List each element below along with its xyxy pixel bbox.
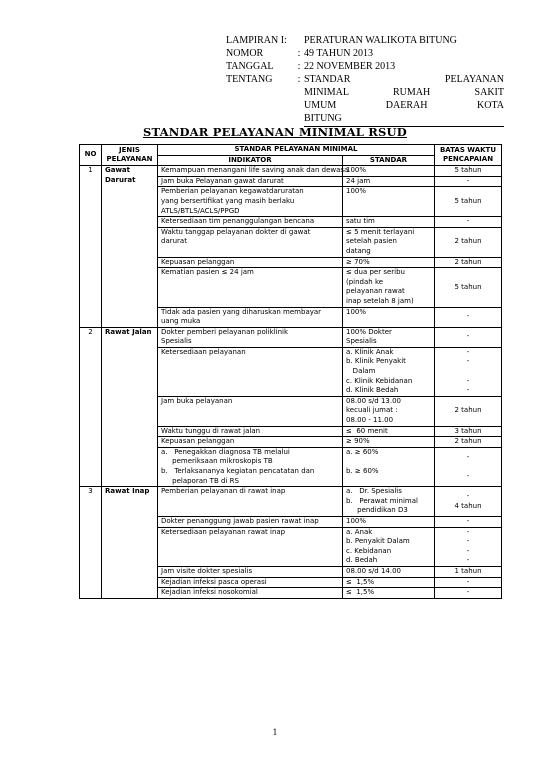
target-cell: - 4 tahun — [435, 487, 502, 517]
indicator-cell — [158, 227, 343, 257]
target-cell: 5 tahun — [435, 268, 502, 307]
tentang-line: UMUM DAERAH KOTA — [304, 100, 504, 111]
indicator-cell — [158, 217, 343, 228]
indicator-cell-line: Ketersediaan pelayanan rawat inap — [161, 527, 286, 536]
page-number: 1 — [272, 728, 278, 737]
standard-cell — [343, 577, 435, 588]
standard-cell — [343, 327, 435, 347]
standard-cell-line: a. ≥ 60% — [346, 447, 379, 456]
standard-cell-line: 100% — [346, 187, 367, 196]
header-tentang-row: TENTANG : STANDAR PELAYANAN MINIMAL RUMAH SAKIT UMUM DAERAH KOTA BITUNG — [226, 74, 504, 124]
target-cell: - - — [435, 447, 502, 486]
row-number: 1 — [80, 166, 102, 328]
standard-cell-line: ≤ 5 menit terlayani — [346, 227, 415, 236]
standard-cell — [343, 527, 435, 566]
tentang-label: TENTANG — [226, 74, 273, 85]
target-cell: - — [435, 217, 502, 228]
target-cell: - — [435, 577, 502, 588]
standard-cell — [343, 516, 435, 527]
standard-cell — [343, 447, 435, 486]
nomor-value: 49 TAHUN 2013 — [304, 48, 374, 59]
standard-cell — [343, 307, 435, 327]
indicator-cell-line: Ketersediaan tim penanggulangan bencana — [161, 217, 315, 226]
col-no-header: NO — [80, 145, 102, 166]
target-cell: 3 tahun — [435, 426, 502, 437]
indicator-cell-line: Kemampuan menangani life saving anak dan dewasa — [161, 166, 349, 175]
indicator-cell-line: yang bersertifikat yang masih berlaku — [161, 196, 295, 205]
standard-cell-line: b. Klinik Penyakit — [346, 357, 406, 366]
target-cell: 2 tahun — [435, 257, 502, 268]
indicator-cell-line: Kejadian infeksi pasca operasi — [161, 577, 267, 586]
standard-cell-line: satu tim — [346, 217, 375, 226]
target-cell: 5 tahun — [435, 166, 502, 177]
indicator-cell-line: Dokter pemberi pelayanan poliklinik — [161, 327, 289, 336]
standard-cell-line: ≤ dua per seribu — [346, 268, 405, 277]
indicator-cell — [158, 588, 343, 599]
standard-cell — [343, 588, 435, 599]
tentang-line: MINIMAL RUMAH SAKIT — [304, 87, 504, 98]
col-jenis-header: JENIS PELAYANAN — [102, 145, 158, 166]
standard-cell-line: inap setelah 8 jam) — [346, 296, 414, 305]
indicator-cell — [158, 527, 343, 566]
col-batas-header: BATAS WAKTU PENCAPAIAN — [435, 145, 502, 166]
standard-cell — [343, 268, 435, 307]
tentang-line: BITUNG — [304, 113, 342, 124]
indicator-cell-line: ATLS/BTLS/ACLS/PPGD — [161, 206, 240, 215]
standard-cell — [343, 487, 435, 517]
standard-cell-line: 100% — [346, 516, 367, 525]
indicator-cell — [158, 166, 349, 177]
indicator-cell-line: pemeriksaan mikroskopis TB — [161, 457, 273, 466]
target-cell: 2 tahun — [435, 437, 502, 448]
standard-cell — [343, 166, 435, 177]
document-header — [226, 34, 504, 127]
indicator-cell-line: a. Penegakkan diagnosa TB melalui — [161, 447, 290, 456]
indicator-cell — [158, 187, 343, 217]
standard-cell-line: (pindah ke — [346, 277, 384, 286]
standard-cell-line: 100% Dokter — [346, 327, 392, 336]
standard-cell — [343, 396, 435, 426]
standard-cell-line: ≥ 90% — [346, 437, 370, 446]
standard-cell-line — [346, 457, 431, 467]
service-type: Rawat Inap — [102, 487, 158, 599]
col-spm-header: STANDAR PELAYANAN MINIMAL — [158, 145, 435, 156]
indicator-cell-line: pelaporan TB di RS — [161, 476, 239, 485]
indicator-cell-line: Dokter penanggung jawab pasien rawat inap — [161, 516, 319, 525]
lampiran-label: LAMPIRAN I: — [226, 35, 287, 46]
standard-cell — [343, 437, 435, 448]
target-cell: 1 tahun — [435, 566, 502, 577]
indicator-cell — [158, 257, 343, 268]
indicator-cell — [158, 447, 343, 486]
standard-cell — [343, 217, 435, 228]
tanggal-value: 22 NOVEMBER 2013 — [304, 61, 396, 72]
indicator-cell — [158, 327, 343, 347]
standard-cell-line: Spesialis — [346, 337, 377, 346]
target-cell: - — [435, 588, 502, 599]
indicator-cell — [158, 426, 343, 437]
lampiran-value: PERATURAN WALIKOTA BITUNG — [304, 35, 457, 46]
indicator-cell — [158, 487, 343, 517]
indicator-cell-line: Pemberian pelayanan kegawatdaruratan — [161, 187, 304, 196]
standard-cell-line: a. Klinik Anak — [346, 347, 394, 356]
standard-cell-line: pendidikan D3 — [346, 506, 408, 515]
row-number: 2 — [80, 327, 102, 487]
standard-cell-line: 08.00 - 11.00 — [346, 416, 394, 425]
target-cell: - — [435, 327, 502, 347]
standard-cell-line: 100% — [346, 307, 367, 316]
indicator-cell — [158, 268, 343, 307]
spm-table — [79, 144, 502, 599]
standard-cell-line: 24 jam — [346, 176, 371, 185]
table-row — [80, 166, 502, 177]
standard-cell-line: ≥ 70% — [346, 257, 370, 266]
standard-cell-line — [346, 477, 431, 487]
indicator-cell — [158, 516, 343, 527]
indicator-cell-line: Waktu tunggu di rawat jalan — [161, 426, 261, 435]
indicator-cell-line: Pemberian pelayanan di rawat inap — [161, 487, 286, 496]
standard-cell-line: ≤ 1,5% — [346, 577, 375, 586]
standard-cell-line: b. Perawat minimal — [346, 496, 418, 505]
standard-cell-line: Dalam — [346, 367, 376, 376]
standard-cell-line: 08.00 s/d 14.00 — [346, 566, 401, 575]
standard-cell-line: 08.00 s/d 13.00 — [346, 396, 401, 405]
standard-cell-line: a. Anak — [346, 527, 373, 536]
target-cell: 5 tahun — [435, 187, 502, 217]
header-tanggal-row: TANGGAL : 22 NOVEMBER 2013 — [226, 60, 504, 73]
tentang-line: STANDAR PELAYANAN — [304, 74, 504, 85]
standard-cell-line: b. ≥ 60% — [346, 467, 379, 475]
standard-cell — [343, 566, 435, 577]
tanggal-label: TANGGAL — [226, 61, 274, 72]
document-title: STANDAR PELAYANAN MINIMAL RSUD — [143, 125, 407, 139]
standard-cell — [343, 257, 435, 268]
indicator-cell — [158, 347, 343, 396]
indicator-cell — [158, 307, 343, 327]
indicator-cell-line: Kepuasan pelanggan — [161, 257, 235, 266]
table-row — [80, 487, 502, 517]
row-number: 3 — [80, 487, 102, 599]
target-cell: 2 tahun — [435, 227, 502, 257]
service-type: Gawat Darurat — [102, 166, 158, 328]
target-cell: - — [435, 176, 502, 187]
standard-cell-line: datang — [346, 246, 371, 255]
table-row — [80, 327, 502, 347]
indicator-cell-line: Kejadian infeksi nosokomial — [161, 588, 258, 597]
indicator-cell-line: Tidak ada pasien yang diharuskan membayar — [161, 307, 322, 316]
indicator-cell-line: Ketersediaan pelayanan — [161, 347, 246, 356]
indicator-cell — [158, 176, 343, 187]
indicator-cell-line: Jam buka Pelayanan gawat darurat — [161, 176, 284, 185]
indicator-cell-line: darurat — [161, 237, 187, 246]
standard-cell-line: setelah pasien — [346, 237, 397, 246]
standard-cell — [343, 347, 435, 396]
standard-cell-line: ≤ 60 menit — [346, 426, 388, 435]
service-type: Rawat Jalan — [102, 327, 158, 487]
standard-cell-line: ≤ 1,5% — [346, 588, 375, 597]
indicator-cell-line: b. Terlaksananya kegiatan pencatatan dan — [161, 467, 315, 475]
indicator-cell-line: Jam visite dokter spesialis — [161, 566, 253, 575]
standard-cell-line: c. Kebidanan — [346, 546, 392, 555]
standard-cell-line: d. Bedah — [346, 556, 378, 565]
standard-cell — [343, 187, 435, 217]
standard-cell-line: pelayanan rawat — [346, 287, 405, 296]
target-cell: - — [435, 307, 502, 327]
standard-cell-line: d. Klinik Bedah — [346, 386, 399, 395]
target-cell: - - - - — [435, 347, 502, 396]
standard-cell — [343, 426, 435, 437]
standard-cell-line: 100% — [346, 166, 367, 175]
standard-cell-line: c. Klinik Kebidanan — [346, 376, 413, 385]
nomor-label: NOMOR — [226, 48, 264, 59]
indicator-cell-line: Spesialis — [161, 337, 192, 346]
indicator-cell — [158, 437, 343, 448]
table-header-row — [80, 145, 502, 156]
col-indikator-header: INDIKATOR — [158, 155, 343, 166]
indicator-cell-line: Kematian pasien ≤ 24 jam — [161, 268, 254, 277]
standard-cell — [343, 227, 435, 257]
indicator-cell-line: Waktu tanggap pelayanan dokter di gawat — [161, 227, 311, 236]
standard-cell — [343, 176, 435, 187]
standard-cell-line: b. Penyakit Dalam — [346, 537, 410, 546]
standard-cell-line: a. Dr. Spesialis — [346, 487, 402, 496]
indicator-cell — [158, 566, 343, 577]
target-cell: - - - - — [435, 527, 502, 566]
target-cell: 2 tahun — [435, 396, 502, 426]
header-lampiran-row — [226, 34, 504, 47]
indicator-cell-line: Kepuasan pelanggan — [161, 437, 235, 446]
indicator-cell-line: Jam buka pelayanan — [161, 396, 233, 405]
header-nomor-row: NOMOR : 49 TAHUN 2013 — [226, 47, 504, 60]
table-body — [80, 166, 502, 599]
indicator-cell — [158, 396, 343, 426]
standard-cell-line: kecuali jumat : — [346, 406, 398, 415]
target-cell: - — [435, 516, 502, 527]
indicator-cell — [158, 577, 343, 588]
col-standar-header: STANDAR — [343, 155, 435, 166]
indicator-cell-line: uang muka — [161, 317, 201, 326]
